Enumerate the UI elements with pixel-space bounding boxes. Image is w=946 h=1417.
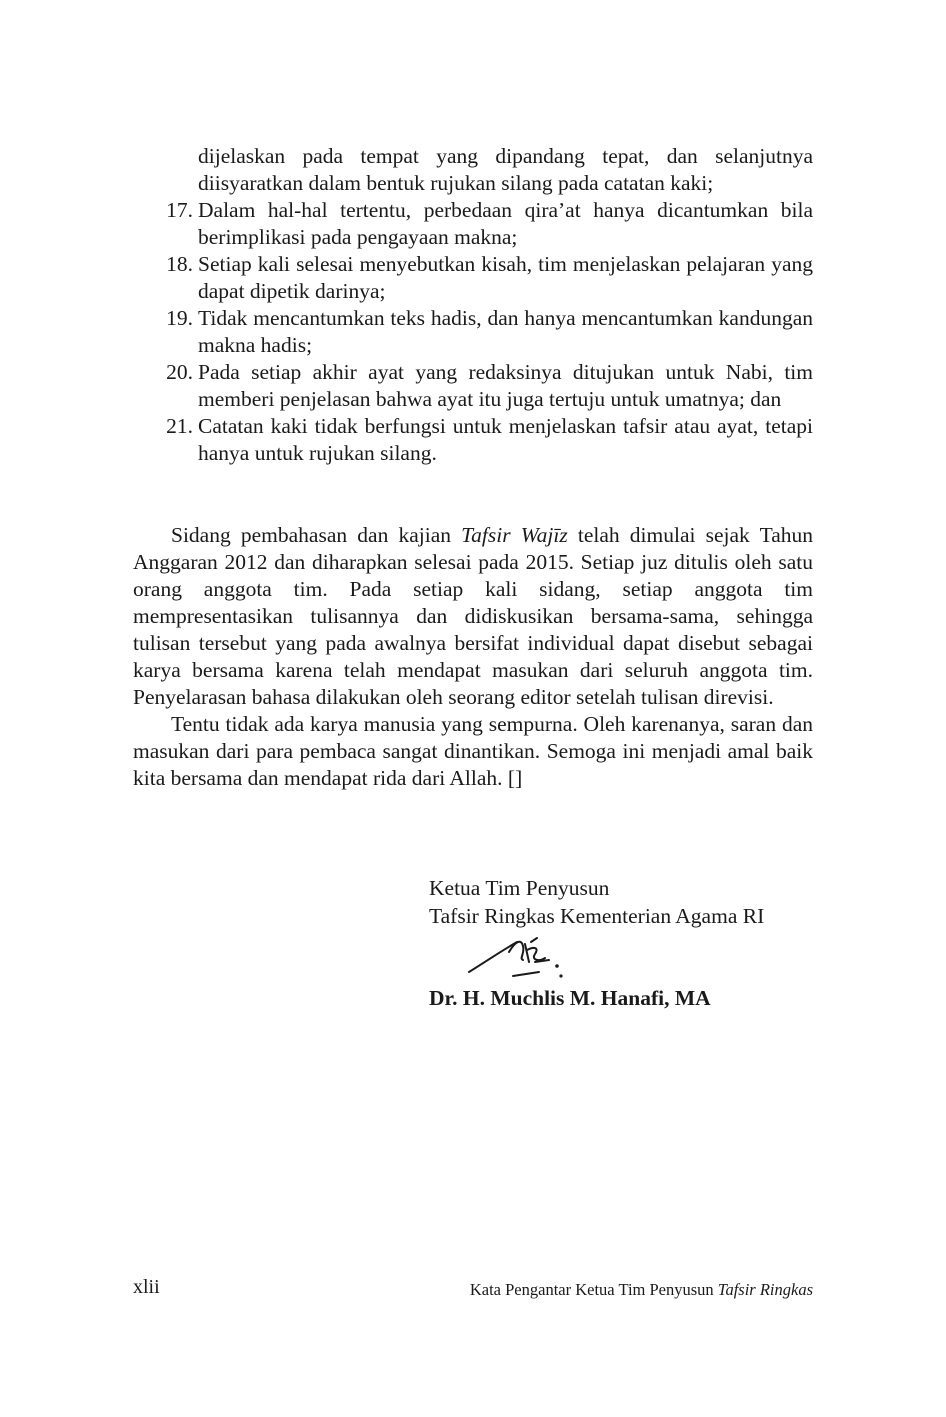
list-item — [133, 359, 813, 413]
list-item-text: Setiap kali selesai menyebutkan kisah, tim menjelaskan pelajaran yang dapat dipetik darinya; — [198, 252, 813, 303]
list-item-number: 20. — [166, 360, 193, 384]
paragraph-text: Tentu tidak ada karya manusia yang sempurna. Oleh karenanya, saran dan masukan dari para pembaca sangat dinantikan. Semoga ini menjadi amal baik kita bersama dan mendapat rida dari Allah. [] — [133, 712, 813, 790]
list-item-text: Pada setiap akhir ayat yang redaksinya ditujukan untuk Nabi, tim memberi penjelasan bahwa ayat itu juga tertuju untuk umatnya; dan — [198, 360, 813, 411]
running-title-text: Kata Pengantar Ketua Tim Penyusun — [469, 1280, 718, 1299]
running-title — [470, 1280, 813, 1300]
handwritten-signature — [465, 932, 575, 982]
list-item-number: 18. — [166, 252, 193, 276]
paragraph-sidang — [133, 522, 813, 711]
paragraph-closing — [133, 711, 813, 792]
list-item-number: 21. — [166, 414, 193, 438]
signature-block — [429, 874, 849, 1012]
body-text — [133, 522, 813, 792]
book-title-italic: Tafsir Wajīz — [461, 523, 568, 547]
signatory-name: Dr. H. Muchlis M. Hanafi, MA — [429, 986, 711, 1010]
paragraph-text: telah dimulai sejak Tahun Anggaran 2012 dan diharapkan selesai pada 2015. Setiap juz ditulis oleh satu orang anggota tim. Pada setiap kali sidang, setiap anggota tim mempresentasikan tulisannya dan didiskusikan bersama-sama, sehingga tulisan tersebut yang pada awalnya bersifat individual dapat disebut sebagai karya bersama karena telah mendapat masukan dari seluruh anggota tim. Penyelarasan bahasa dilakukan oleh seorang editor setelah tulisan direvisi. — [133, 523, 813, 709]
page-number: xlii — [133, 1276, 160, 1298]
list-item — [133, 305, 813, 359]
list-item-number: 17. — [166, 198, 193, 222]
list-item-text: dijelaskan pada tempat yang dipandang tepat, dan selanjutnya diisyaratkan dalam bentuk rujukan silang pada catatan kaki; — [198, 144, 813, 195]
list-item-text: Tidak mencantumkan teks hadis, dan hanya mencantumkan kandungan makna hadis; — [198, 306, 813, 357]
list-item — [133, 413, 813, 467]
running-title-italic: Tafsir Ringkas — [717, 1280, 813, 1299]
list-item — [133, 197, 813, 251]
signatory-role: Ketua Tim Penyusun — [429, 876, 610, 900]
list-item-text: Catatan kaki tidak berfungsi untuk menjelaskan tafsir atau ayat, tetapi hanya untuk rujukan silang. — [198, 414, 813, 465]
list-item-continuation — [133, 143, 813, 197]
paragraph-text: Sidang pembahasan dan kajian — [171, 523, 462, 547]
list-item-text: Dalam hal-hal tertentu, perbedaan qira’at hanya dicantumkan bila berimplikasi pada pengayaan makna; — [198, 198, 813, 249]
list-item-number: 19. — [166, 306, 193, 330]
list-item — [133, 251, 813, 305]
guidelines-list — [133, 143, 813, 467]
signatory-institution: Tafsir Ringkas Kementerian Agama RI — [429, 904, 765, 928]
